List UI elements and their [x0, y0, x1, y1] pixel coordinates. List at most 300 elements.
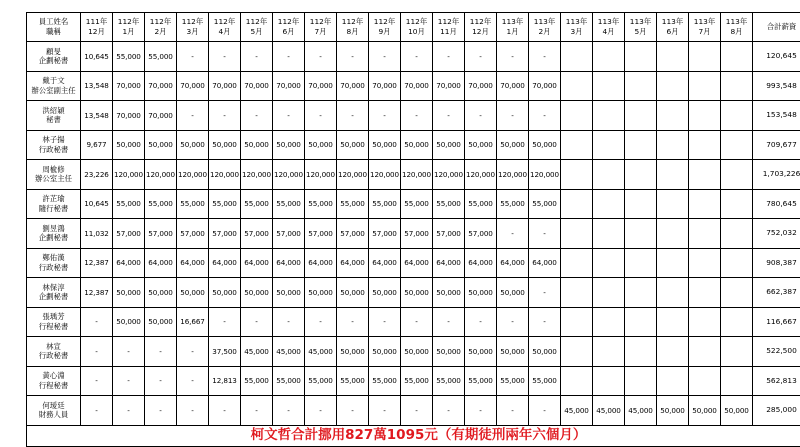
salary-cell: 45,000: [241, 337, 273, 367]
salary-cell: 55,000: [145, 42, 177, 72]
salary-cell: [657, 130, 689, 160]
salary-cell: -: [529, 42, 561, 72]
salary-cell: 70,000: [113, 71, 145, 101]
salary-cell: [657, 101, 689, 131]
salary-cell: 50,000: [497, 130, 529, 160]
salary-cell: 50,000: [113, 307, 145, 337]
salary-cell: 50,000: [337, 337, 369, 367]
salary-cell: -: [177, 396, 209, 426]
salary-cell: [657, 189, 689, 219]
salary-cell: 70,000: [401, 71, 433, 101]
salary-cell: [593, 337, 625, 367]
salary-cell: 55,000: [241, 366, 273, 396]
salary-cell: 55,000: [337, 366, 369, 396]
salary-cell: 55,000: [305, 189, 337, 219]
salary-cell: 50,000: [145, 307, 177, 337]
salary-cell: -: [273, 42, 305, 72]
salary-cell: [625, 189, 657, 219]
employee-title: 行政秘書: [27, 145, 80, 155]
salary-cell: 70,000: [177, 71, 209, 101]
salary-cell: 45,000: [593, 396, 625, 426]
salary-cell: 12,813: [209, 366, 241, 396]
salary-cell: -: [113, 396, 145, 426]
salary-cell: 70,000: [273, 71, 305, 101]
footer-row: [27, 425, 800, 446]
salary-cell: [561, 337, 593, 367]
salary-cell: 57,000: [273, 219, 305, 249]
salary-cell: [625, 366, 657, 396]
table-row: [27, 130, 800, 160]
salary-cell: [561, 189, 593, 219]
salary-cell: -: [273, 307, 305, 337]
salary-cell: -: [401, 42, 433, 72]
table-row: [27, 248, 800, 278]
month-header: [497, 13, 529, 42]
salary-cell: 70,000: [497, 71, 529, 101]
salary-cell: 120,000: [209, 160, 241, 190]
salary-cell: 57,000: [401, 219, 433, 249]
salary-cell: 120,000: [529, 160, 561, 190]
salary-cell: 50,000: [369, 278, 401, 308]
salary-cell: 55,000: [401, 366, 433, 396]
salary-cell: -: [305, 396, 337, 426]
table-row: [27, 396, 800, 426]
employee-cell: [27, 189, 81, 219]
salary-cell: [625, 42, 657, 72]
salary-cell: 57,000: [433, 219, 465, 249]
month-year-label: 113年: [625, 17, 656, 27]
employee-name: 戴于文: [27, 76, 80, 86]
salary-cell: 50,000: [177, 278, 209, 308]
total-salary-cell: 709,677: [753, 130, 800, 160]
salary-cell: [593, 366, 625, 396]
month-header: [273, 13, 305, 42]
employee-cell: [27, 42, 81, 72]
salary-cell: 70,000: [433, 71, 465, 101]
salary-cell: [593, 130, 625, 160]
month-header: [337, 13, 369, 42]
salary-cell: 70,000: [529, 71, 561, 101]
name-title-header: [27, 13, 81, 42]
salary-cell: 64,000: [369, 248, 401, 278]
salary-cell: 57,000: [465, 219, 497, 249]
salary-cell: [721, 307, 753, 337]
total-salary-header: 合計薪資: [753, 13, 800, 42]
salary-cell: -: [433, 101, 465, 131]
employee-title: 行程秘書: [27, 381, 80, 391]
employee-cell: [27, 219, 81, 249]
salary-cell: -: [369, 396, 401, 426]
salary-cell: 55,000: [337, 189, 369, 219]
salary-cell: -: [529, 219, 561, 249]
salary-cell: -: [337, 42, 369, 72]
salary-cell: 50,000: [433, 337, 465, 367]
salary-cell: 64,000: [145, 248, 177, 278]
salary-cell: -: [113, 366, 145, 396]
salary-cell: [721, 71, 753, 101]
salary-cell: 55,000: [433, 189, 465, 219]
salary-cell: 50,000: [529, 337, 561, 367]
month-header: [529, 13, 561, 42]
salary-cell: -: [433, 307, 465, 337]
salary-cell: 120,000: [145, 160, 177, 190]
salary-cell: [657, 366, 689, 396]
month-year-label: 112年: [401, 17, 432, 27]
salary-cell: -: [497, 396, 529, 426]
month-year-label: 113年: [497, 17, 528, 27]
salary-cell: -: [241, 396, 273, 426]
employee-name: 顧旻: [27, 47, 80, 57]
salary-cell: 50,000: [497, 337, 529, 367]
month-label: 4月: [593, 27, 624, 37]
salary-cell: -: [337, 101, 369, 131]
month-label: 6月: [657, 27, 688, 37]
month-year-label: 112年: [177, 17, 208, 27]
month-year-label: 113年: [657, 17, 688, 27]
salary-cell: -: [497, 219, 529, 249]
month-header: [369, 13, 401, 42]
salary-cell: 50,000: [209, 130, 241, 160]
salary-cell: 64,000: [241, 248, 273, 278]
salary-cell: 50,000: [401, 130, 433, 160]
month-header: [145, 13, 177, 42]
salary-cell: 55,000: [369, 189, 401, 219]
salary-cell: 57,000: [305, 219, 337, 249]
salary-cell: 50,000: [465, 278, 497, 308]
salary-cell: -: [433, 396, 465, 426]
salary-cell: 50,000: [657, 396, 689, 426]
employee-cell: [27, 278, 81, 308]
salary-cell: [561, 71, 593, 101]
salary-cell: 120,000: [433, 160, 465, 190]
salary-cell: [721, 189, 753, 219]
month-year-label: 112年: [273, 17, 304, 27]
month-year-label: 112年: [305, 17, 336, 27]
employee-cell: [27, 337, 81, 367]
employee-title: 行程秘書: [27, 322, 80, 332]
salary-cell: -: [465, 42, 497, 72]
salary-cell: 120,000: [401, 160, 433, 190]
salary-cell: -: [337, 307, 369, 337]
salary-cell: -: [81, 307, 113, 337]
month-label: 7月: [689, 27, 720, 37]
salary-cell: [561, 42, 593, 72]
salary-cell: 64,000: [529, 248, 561, 278]
salary-cell: -: [209, 396, 241, 426]
salary-cell: -: [241, 42, 273, 72]
salary-cell: 50,000: [273, 130, 305, 160]
salary-cell: 57,000: [337, 219, 369, 249]
salary-cell: -: [145, 337, 177, 367]
salary-cell: [593, 248, 625, 278]
month-label: 6月: [273, 27, 304, 37]
employee-name: 鄭佑漢: [27, 253, 80, 263]
salary-cell: -: [337, 396, 369, 426]
month-header: [177, 13, 209, 42]
salary-cell: -: [529, 307, 561, 337]
table-body: [27, 42, 800, 426]
salary-cell: 120,000: [369, 160, 401, 190]
salary-cell: 9,677: [81, 130, 113, 160]
month-label: 8月: [721, 27, 752, 37]
salary-cell: -: [305, 101, 337, 131]
salary-cell: 50,000: [177, 130, 209, 160]
salary-cell: -: [529, 278, 561, 308]
salary-cell: [657, 71, 689, 101]
salary-cell: 50,000: [241, 130, 273, 160]
employee-name: 洪紹穎: [27, 106, 80, 116]
month-header: [81, 13, 113, 42]
salary-cell: [721, 219, 753, 249]
salary-cell: 23,226: [81, 160, 113, 190]
salary-cell: -: [529, 396, 561, 426]
salary-cell: 50,000: [689, 396, 721, 426]
employee-cell: [27, 71, 81, 101]
month-header: [625, 13, 657, 42]
salary-cell: [689, 189, 721, 219]
name-header-label: 員工姓名: [27, 17, 80, 27]
salary-cell: 50,000: [401, 337, 433, 367]
employee-name: 林宣: [27, 342, 80, 352]
salary-cell: [721, 337, 753, 367]
salary-cell: [561, 366, 593, 396]
salary-cell: 70,000: [369, 71, 401, 101]
salary-cell: 64,000: [433, 248, 465, 278]
salary-cell: [689, 366, 721, 396]
employee-cell: [27, 307, 81, 337]
salary-cell: [625, 278, 657, 308]
salary-cell: [625, 101, 657, 131]
salary-cell: 50,000: [113, 130, 145, 160]
salary-cell: -: [209, 101, 241, 131]
month-label: 1月: [497, 27, 528, 37]
salary-cell: 50,000: [497, 278, 529, 308]
salary-cell: 10,645: [81, 189, 113, 219]
salary-cell: [561, 219, 593, 249]
month-label: 3月: [561, 27, 592, 37]
title-header-label: 職稱: [27, 27, 80, 37]
salary-cell: -: [177, 42, 209, 72]
salary-cell: -: [273, 396, 305, 426]
salary-cell: [689, 160, 721, 190]
salary-cell: -: [401, 307, 433, 337]
salary-cell: [689, 42, 721, 72]
month-year-label: 112年: [369, 17, 400, 27]
salary-cell: -: [113, 337, 145, 367]
month-label: 10月: [401, 27, 432, 37]
month-header: [113, 13, 145, 42]
salary-cell: 64,000: [401, 248, 433, 278]
salary-cell: 70,000: [113, 101, 145, 131]
salary-cell: -: [369, 307, 401, 337]
salary-cell: 70,000: [337, 71, 369, 101]
salary-cell: [561, 101, 593, 131]
month-header: [241, 13, 273, 42]
salary-cell: 12,387: [81, 248, 113, 278]
month-year-label: 112年: [113, 17, 144, 27]
salary-cell: 12,387: [81, 278, 113, 308]
salary-cell: 120,000: [337, 160, 369, 190]
salary-cell: [625, 219, 657, 249]
total-salary-cell: 116,667: [753, 307, 800, 337]
month-header: [657, 13, 689, 42]
salary-cell: [593, 189, 625, 219]
month-label: 11月: [433, 27, 464, 37]
salary-cell: -: [465, 396, 497, 426]
salary-cell: [689, 248, 721, 278]
salary-cell: 120,000: [113, 160, 145, 190]
salary-cell: 11,032: [81, 219, 113, 249]
salary-cell: [561, 307, 593, 337]
salary-cell: -: [81, 366, 113, 396]
salary-cell: 57,000: [113, 219, 145, 249]
salary-cell: [689, 219, 721, 249]
employee-name: 周楡修: [27, 165, 80, 175]
month-label: 8月: [337, 27, 368, 37]
employee-title: 企劃秘書: [27, 292, 80, 302]
salary-cell: 50,000: [369, 337, 401, 367]
month-year-label: 113年: [721, 17, 752, 27]
employee-title: 隨行秘書: [27, 204, 80, 214]
employee-cell: [27, 160, 81, 190]
salary-cell: 50,000: [241, 278, 273, 308]
salary-cell: [593, 71, 625, 101]
employee-name: 林保淳: [27, 283, 80, 293]
salary-cell: [689, 101, 721, 131]
salary-cell: -: [81, 396, 113, 426]
month-header: [209, 13, 241, 42]
employee-title: 秘書: [27, 115, 80, 125]
salary-cell: [721, 42, 753, 72]
month-header: [593, 13, 625, 42]
month-label: 12月: [465, 27, 496, 37]
salary-cell: 45,000: [305, 337, 337, 367]
salary-cell: 55,000: [465, 189, 497, 219]
employee-title: 行政秘書: [27, 351, 80, 361]
employee-title: 辦公室副主任: [27, 86, 80, 96]
salary-cell: 50,000: [145, 278, 177, 308]
month-year-label: 113年: [593, 17, 624, 27]
salary-cell: 55,000: [113, 189, 145, 219]
month-header: [689, 13, 721, 42]
salary-cell: 120,000: [497, 160, 529, 190]
salary-cell: 50,000: [145, 130, 177, 160]
month-header: [305, 13, 337, 42]
salary-cell: [721, 130, 753, 160]
salary-cell: 55,000: [273, 366, 305, 396]
salary-cell: 57,000: [177, 219, 209, 249]
salary-cell: -: [433, 42, 465, 72]
month-label: 9月: [369, 27, 400, 37]
employee-name: 許芷瑜: [27, 194, 80, 204]
employee-title: 企劃秘書: [27, 233, 80, 243]
salary-cell: 64,000: [209, 248, 241, 278]
month-year-label: 112年: [209, 17, 240, 27]
salary-cell: -: [465, 307, 497, 337]
salary-cell: [593, 307, 625, 337]
salary-cell: [593, 278, 625, 308]
salary-cell: 55,000: [145, 189, 177, 219]
salary-cell: 37,500: [209, 337, 241, 367]
salary-cell: 120,000: [177, 160, 209, 190]
table-row: [27, 337, 800, 367]
month-year-label: 111年: [81, 17, 112, 27]
salary-cell: 10,645: [81, 42, 113, 72]
salary-cell: 57,000: [241, 219, 273, 249]
table-row: [27, 189, 800, 219]
salary-cell: [593, 101, 625, 131]
employee-cell: [27, 396, 81, 426]
salary-cell: 57,000: [209, 219, 241, 249]
salary-cell: [657, 337, 689, 367]
salary-cell: 13,548: [81, 101, 113, 131]
salary-cell: 55,000: [209, 189, 241, 219]
salary-cell: 50,000: [529, 130, 561, 160]
salary-cell: -: [177, 101, 209, 131]
salary-cell: -: [209, 307, 241, 337]
salary-cell: 64,000: [337, 248, 369, 278]
salary-cell: 50,000: [465, 130, 497, 160]
salary-cell: [721, 248, 753, 278]
salary-cell: 55,000: [497, 366, 529, 396]
salary-cell: [625, 130, 657, 160]
salary-cell: [721, 278, 753, 308]
employee-title: 辦公室主任: [27, 174, 80, 184]
salary-cell: 50,000: [721, 396, 753, 426]
salary-cell: -: [305, 307, 337, 337]
salary-cell: 55,000: [273, 189, 305, 219]
salary-cell: 50,000: [305, 130, 337, 160]
month-label: 1月: [113, 27, 144, 37]
employee-cell: [27, 101, 81, 131]
salary-cell: -: [209, 42, 241, 72]
salary-cell: -: [145, 396, 177, 426]
salary-cell: 64,000: [177, 248, 209, 278]
salary-cell: [689, 337, 721, 367]
footer-summary-text: 柯文哲合計挪用827萬1095元（有期徒刑兩年六個月）: [27, 425, 800, 446]
total-salary-cell: 522,500: [753, 337, 800, 367]
salary-cell: 50,000: [433, 278, 465, 308]
salary-cell: 70,000: [145, 101, 177, 131]
month-year-label: 113年: [689, 17, 720, 27]
salary-cell: -: [497, 42, 529, 72]
salary-cell: [689, 71, 721, 101]
employee-name: 林子揚: [27, 135, 80, 145]
salary-cell: 50,000: [433, 130, 465, 160]
total-salary-cell: 562,813: [753, 366, 800, 396]
month-year-label: 112年: [433, 17, 464, 27]
salary-cell: 55,000: [241, 189, 273, 219]
table-row: [27, 101, 800, 131]
salary-cell: 57,000: [145, 219, 177, 249]
salary-cell: -: [145, 366, 177, 396]
employee-cell: [27, 366, 81, 396]
month-year-label: 113年: [561, 17, 592, 27]
employee-title: 企劃秘書: [27, 56, 80, 66]
salary-cell: [625, 160, 657, 190]
total-salary-cell: 1,703,226: [753, 160, 800, 190]
month-header: [433, 13, 465, 42]
salary-cell: -: [497, 101, 529, 131]
salary-cell: [561, 130, 593, 160]
salary-cell: -: [497, 307, 529, 337]
salary-cell: -: [401, 101, 433, 131]
table-row: [27, 278, 800, 308]
salary-cell: [593, 219, 625, 249]
salary-cell: 64,000: [465, 248, 497, 278]
salary-cell: 45,000: [561, 396, 593, 426]
salary-cell: 55,000: [401, 189, 433, 219]
